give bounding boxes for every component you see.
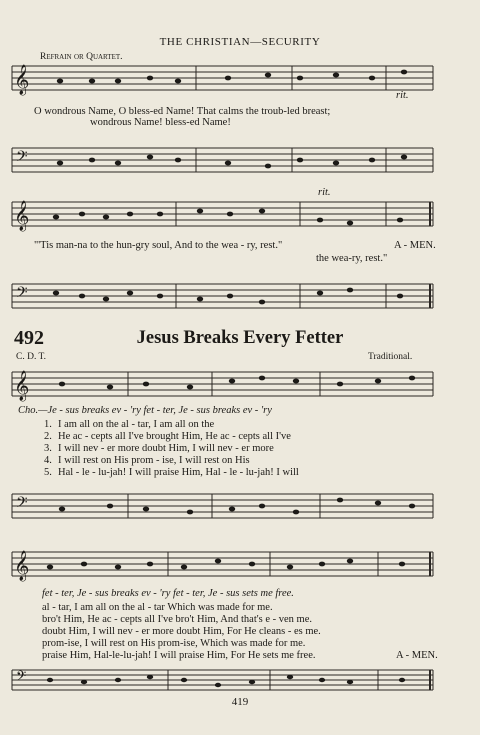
svg-text:𝄞: 𝄞: [14, 65, 30, 94]
stanza-line: al - tar, I am all on the al - tar Which was made for me.: [42, 602, 273, 613]
stanza-line: prom-ise, I will rest on His prom-ise, Which was made for me.: [42, 638, 306, 649]
svg-text:𝄢: 𝄢: [16, 670, 27, 687]
svg-text:𝄞: 𝄞: [14, 551, 30, 580]
svg-text:𝄞: 𝄞: [14, 201, 30, 230]
lyric-line: O wondrous Name, O bless-ed Name! That calms the troub-led breast;: [34, 106, 331, 117]
amen-label: A - MEN.: [396, 650, 438, 661]
svg-text:𝄢: 𝄢: [16, 148, 28, 168]
stanza-line: 2. He ac - cepts all I've brought Him, He ac - cepts all I've: [44, 431, 291, 442]
stanza-line: 4. I will rest on His prom - ise, I will rest on His: [44, 455, 250, 466]
lyric-echo-line: wondrous Name! bless-ed Name!: [90, 117, 231, 128]
stanza-line: 3. I will nev - er more doubt Him, I will nev - er more: [44, 443, 274, 454]
stanza-line: bro't Him, He ac - cepts all I've bro't Him, And that's e - ven me.: [42, 614, 312, 625]
running-title: THE CHRISTIAN—SECURITY: [159, 36, 321, 48]
hymn-number: 492: [14, 327, 44, 349]
bass-staff-4: [0, 668, 480, 698]
stanza-line: doubt Him, I will nev - er more doubt Him, For He cleans - es me.: [42, 626, 321, 637]
rit-marking: rit.: [396, 90, 409, 101]
bass-staff-1: [0, 146, 480, 186]
rit-marking: rit.: [318, 187, 331, 198]
lyric-line: "'Tis man-na to the hun-gry soul, And to the wea - ry, rest.": [34, 240, 283, 251]
stanza-line: 1. I am all on the al - tar, I am all on the: [44, 419, 215, 430]
page-number: 419: [231, 696, 249, 708]
stanza-line: praise Him, Hal-le-lu-jah! I will praise Him, For He sets me free.: [42, 650, 316, 661]
svg-text:𝄢: 𝄢: [16, 494, 28, 514]
hymn-title: Jesus Breaks Every Fetter: [136, 328, 344, 348]
bass-staff-2: [0, 282, 480, 322]
chorus-line: fet - ter, Je - sus breaks ev - 'ry fet - ter, Je - sus sets me free.: [42, 588, 294, 599]
treble-staff-3: [0, 370, 480, 410]
chorus-line: Cho.—Je - sus breaks ev - 'ry fet - ter, Je - sus breaks ev - 'ry: [18, 405, 272, 416]
treble-staff-2: [0, 200, 480, 240]
svg-text:𝄞: 𝄞: [14, 371, 30, 400]
stanza-line: 5. Hal - le - lu-jah! I will praise Him, Hal - le - lu-jah! I will: [44, 467, 299, 478]
lyric-echo-line: the wea-ry, rest.": [316, 253, 388, 264]
amen-label: A - MEN.: [394, 240, 436, 251]
source-credit: Traditional.: [368, 352, 413, 362]
author-credit: C. D. T.: [16, 352, 46, 362]
bass-staff-3: [0, 492, 480, 532]
refrain-label: Refrain or Quartet.: [40, 52, 123, 62]
svg-text:𝄢: 𝄢: [16, 284, 28, 304]
treble-staff-4: [0, 550, 480, 590]
